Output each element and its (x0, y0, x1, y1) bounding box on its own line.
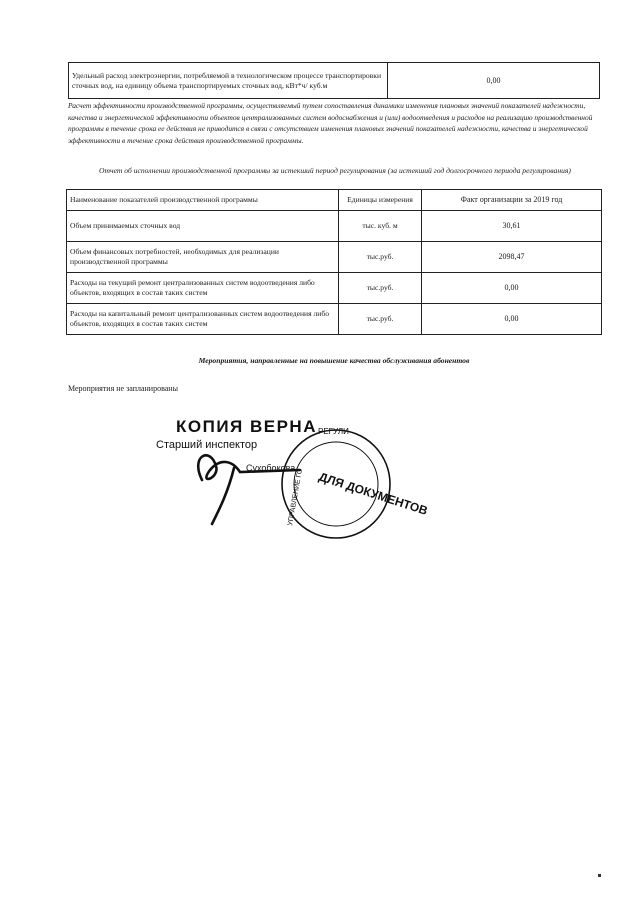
row-value: 30,61 (422, 211, 602, 242)
row-unit: тыс.руб. (339, 304, 422, 335)
table-row (67, 211, 602, 242)
scan-speck (598, 874, 601, 877)
row-unit: тыс.руб. (339, 242, 422, 273)
efficiency-paragraph: Расчет эффективности производственной программы, осуществляемый путем сопоставления динамики изменения плановых значений показателей надежности, качества и энергетической эффективности объектов централизованных систем водоснабжения и (или) водоотведения и расходов на реализацию производственной программы в течение срока ее действия не приводится в связи с отсутствием изменения плановых значений показателей надежности, качества и энергетической эффективности в течение срока действия производственной программы. (68, 101, 593, 145)
row-value: 2098,47 (422, 242, 602, 273)
stamp-name: Сухобокова (246, 463, 296, 473)
report-table-header (67, 190, 602, 211)
energy-consumption-table (68, 62, 600, 99)
measures-title: Мероприятия, направленные на повышение качества обслуживания абонентов (198, 356, 470, 365)
table-row (67, 273, 602, 304)
stamp-copy-true: КОПИЯ ВЕРНА (176, 417, 317, 436)
round-stamp-top: РЕГУЛИ (318, 427, 349, 436)
measures-text: Мероприятия не запланированы (68, 384, 178, 393)
energy-indicator-value: 0,00 (388, 63, 600, 99)
stamp-position: Старший инспектор (156, 439, 258, 451)
copy-certified-stamp (150, 408, 430, 538)
row-unit: тыс.руб. (339, 273, 422, 304)
round-stamp-text: ДЛЯ ДОКУМЕНТОВ (317, 469, 430, 518)
header-unit: Единицы измерения (339, 190, 422, 211)
row-name: Объем принимаемых сточных вод (67, 211, 339, 242)
row-unit: тыс. куб. м (339, 211, 422, 242)
table-row (67, 242, 602, 273)
energy-indicator-description: Удельный расход электроэнергии, потребляемой в технологическом процессе транспортировки сточных вод, на единицу объема транспортируемых сточных вод, кВт*ч/ куб.м (69, 63, 388, 99)
header-indicator: Наименование показателей производственной программы (67, 190, 339, 211)
header-fact: Факт организации за 2019 год (422, 190, 602, 211)
row-value: 0,00 (422, 273, 602, 304)
row-value: 0,00 (422, 304, 602, 335)
row-name: Расходы на капитальный ремонт централизованных систем водоотведения либо объектов, входящих в состав таких систем (67, 304, 339, 335)
rectangular-stamp (156, 417, 317, 473)
table-row (69, 63, 600, 99)
round-stamp-left: УПРАВЛЕНИЕ ГО (287, 468, 304, 527)
row-name: Объем финансовых потребностей, необходимых для реализации производственной программы (67, 242, 339, 273)
round-stamp (282, 427, 430, 538)
table-row (67, 304, 602, 335)
row-name: Расходы на текущий ремонт централизованных систем водоотведения либо объектов, входящих в состав таких систем (67, 273, 339, 304)
report-title: Отчет об исполнении производственной программы за истекший период регулирования (за истекший год долгосрочного периода регулирования) (99, 166, 571, 175)
report-table (66, 189, 602, 335)
